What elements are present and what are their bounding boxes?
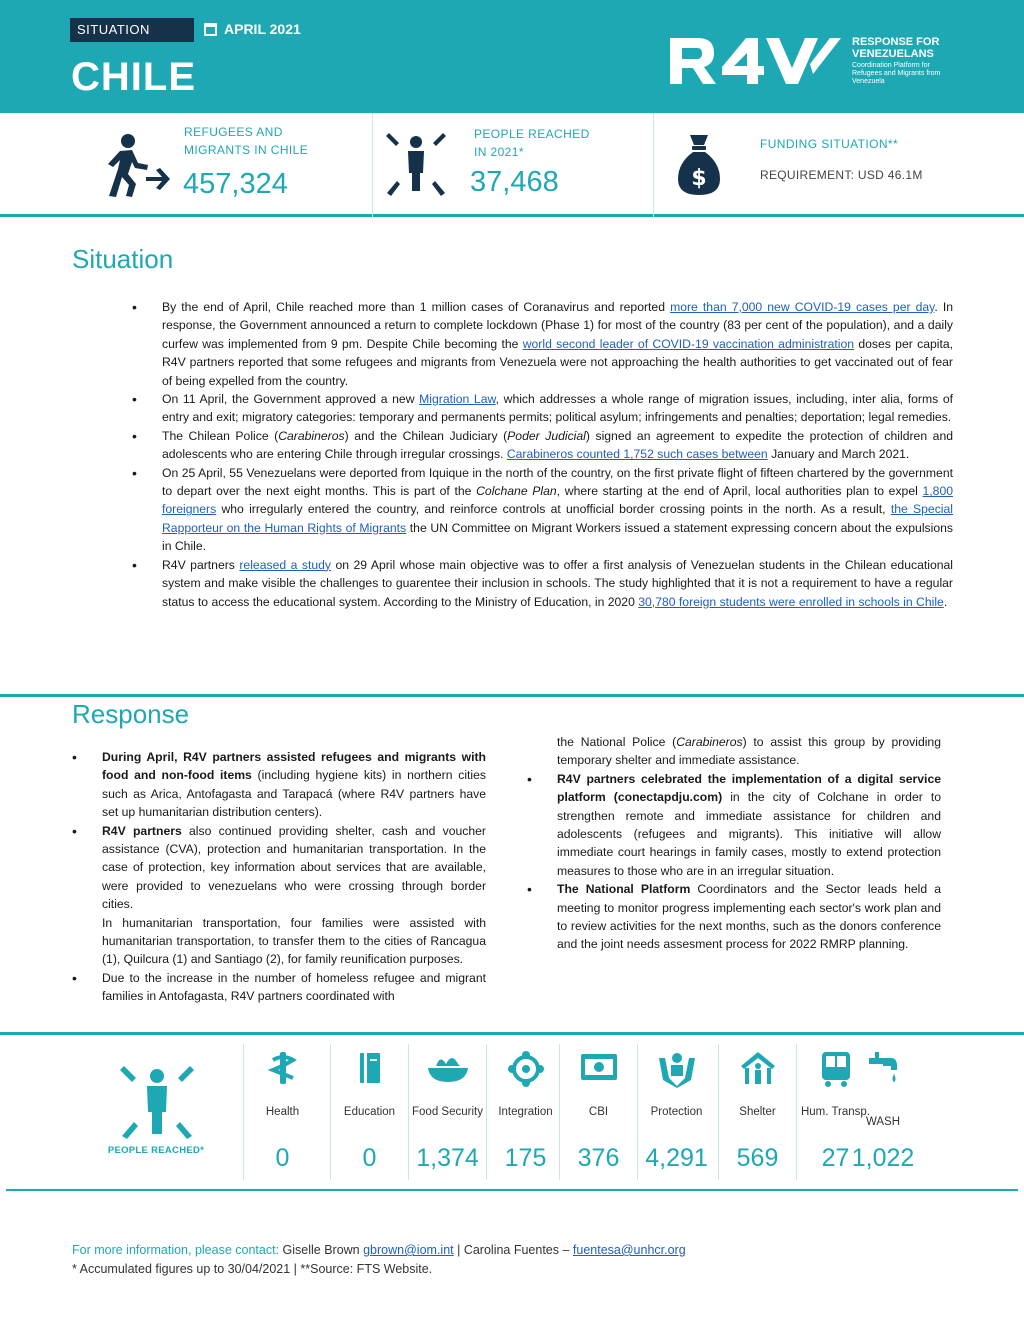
continuation-paragraph: the National Police (Carabineros) to assist this group by providing temporary shelter and immediate assistance. bbox=[557, 735, 941, 768]
covid-cases-link[interactable]: more than 7,000 new COVID-19 cases per day bbox=[670, 300, 935, 314]
shelter-icon bbox=[739, 1050, 777, 1086]
cbi-icon bbox=[579, 1050, 619, 1084]
situation-heading: Situation bbox=[72, 244, 174, 274]
logo-title-2: VENEZUELANS bbox=[852, 48, 934, 60]
walking-person-icon bbox=[96, 133, 174, 199]
situation-tag: SITUATION bbox=[70, 18, 194, 42]
response-heading: Response bbox=[72, 699, 190, 729]
list-item: • On 11 April, the Government approved a new Migration Law, which addresses a whole range of migration issues, including, inter alia, forms of entry and exit; migratory categories: temporary and permanents permits; political asylum; infringements and penalties; deportation; legal remedies. bbox=[132, 390, 953, 427]
education-icon bbox=[352, 1050, 388, 1086]
response-left-column bbox=[72, 748, 486, 1006]
sector-name: Integration bbox=[498, 1105, 553, 1118]
sector-name: Shelter bbox=[739, 1105, 776, 1118]
email-link-gbrown[interactable]: gbrown@iom.int bbox=[363, 1243, 454, 1257]
list-item: • On 25 April, 55 Venezuelans were deported from Iquique in the north of the country, on the first private flight of fifteen chartered by the government to depart over the next eight months. This is part of the Colchane Plan, where starting at the end of April, local authorities plan to expel 1,800 foreigners who irregularly entered the country, and reinforce controls at unofficial border crossing points in the north. As a result, the Special Rapporteur on the Human Rights of Migrants the UN Committee on Migrant Workers issued a statement expressing concern about the expulsions in Chile. bbox=[132, 464, 953, 556]
list-item: • R4V partners also continued providing shelter, cash and voucher assistance (CVA), protection and humanitarian transportation. In the case of protection, key information about services that are available, were provided to venezuelans who were crossing through border cities. bbox=[72, 822, 486, 914]
integration-icon bbox=[507, 1050, 545, 1088]
stat-reached bbox=[373, 113, 653, 217]
sector-shelter bbox=[718, 1044, 796, 1180]
list-item: • By the end of April, Chile reached more than 1 million cases of Coranavirus and reported more than 7,000 new COVID-19 cases per day. In response, the Government announced a return to complete lockdown (Phase 1) for most of the country (83 per cent of the population), and a daily curfew was implemented from 9 pm. Despite Chile becoming the world second leader of COVID-19 vaccination administration doses per capita, R4V partners reported that some refugees and migrants from Venezuela were not approaching the health authorities to get vaccinated out of fear of being expelled from the country. bbox=[132, 298, 953, 390]
sector-name: Protection bbox=[650, 1105, 703, 1118]
sector-name: Hum. Transp. bbox=[800, 1105, 871, 1118]
vaccination-link[interactable]: world second leader of COVID-19 vaccination administration bbox=[522, 336, 855, 351]
sector-value: 175 bbox=[504, 1144, 547, 1172]
list-item: • The Chilean Police (Carabineros) and the Chilean Judiciary (Poder Judicial) signed an agreement to expedite the protection of children and adolescents who are entering Chile through irregular crossings. Carabineros counted 1,752 such cases between January and March 2021. bbox=[132, 427, 953, 464]
country-title: CHILE bbox=[71, 55, 196, 99]
sector-education bbox=[330, 1044, 408, 1180]
people-reached-icon bbox=[383, 129, 449, 199]
sector-cbi bbox=[559, 1044, 637, 1180]
transport-paragraph: In humanitarian transportation, four families were assisted with humanitarian transportation, to transfer them to the cities of Rancagua (1), Quilcura (1) and Santiago (2), for family reunification purposes. bbox=[102, 915, 486, 967]
stat-funding bbox=[654, 113, 1024, 217]
r4v-logo-icon bbox=[668, 34, 842, 88]
sector-value: 569 bbox=[736, 1144, 779, 1172]
list-item: • R4V partners celebrated the implementation of a digital service platform (conectapdju.com) in the city of Colchane in order to strengthen remote and immediate assistance for children and adolescents (refugees and migrants). This initiative will allow immediate court hearings in family cases, mostly to extend protection measures to those who are in an irregular situation. bbox=[527, 770, 941, 880]
sector-value: 27 bbox=[821, 1144, 850, 1172]
carabineros-cases-link[interactable]: Carabineros counted 1,752 such cases between bbox=[506, 447, 768, 462]
svg-text:$: $ bbox=[691, 166, 707, 191]
report-date-text: APRIL 2021 bbox=[224, 21, 301, 37]
sector-value: 1,374 bbox=[416, 1144, 479, 1172]
logo-wordmark bbox=[852, 36, 947, 86]
people-reached-sector-icon bbox=[118, 1062, 196, 1142]
people-reached-label: PEOPLE REACHED* bbox=[107, 1145, 205, 1156]
foreign-students-link[interactable]: 30,780 foreign students were enrolled in schools in Chile bbox=[638, 594, 944, 609]
sector-protection bbox=[637, 1044, 715, 1180]
sector-bottom-line bbox=[6, 1189, 1018, 1191]
list-item: • During April, R4V partners assisted refugees and migrants with food and non-food items (including hygiene kits) in northern cities such as Arica, Antofagasta and Tarapacá (where R4V partners have set up humanitarian distribution centers). bbox=[72, 748, 486, 822]
reached-label: PEOPLE REACHED IN 2021* bbox=[474, 127, 590, 159]
sector-value: 376 bbox=[577, 1144, 620, 1172]
sector-name: CBI bbox=[588, 1105, 609, 1118]
stats-row bbox=[0, 113, 1024, 217]
footer bbox=[72, 1241, 686, 1279]
header-banner bbox=[0, 0, 1024, 113]
calendar-icon bbox=[204, 23, 217, 36]
special-rapporteur-link[interactable]: the Special Rapporteur on the Human Rights of Migrants bbox=[162, 502, 953, 535]
sector-wash bbox=[848, 1044, 918, 1180]
section-divider bbox=[0, 694, 1024, 697]
logo-title-1: RESPONSE FOR bbox=[852, 36, 940, 48]
health-icon bbox=[265, 1050, 301, 1086]
report-date bbox=[204, 21, 301, 37]
money-bag-icon bbox=[676, 133, 722, 197]
sector-name: Food Security bbox=[412, 1105, 483, 1118]
sector-food-security bbox=[408, 1044, 486, 1180]
food-security-icon bbox=[426, 1050, 470, 1086]
refugees-label: REFUGEES AND MIGRANTS IN CHILE bbox=[184, 125, 309, 157]
sector-name: Education bbox=[343, 1105, 396, 1118]
stat-refugees bbox=[0, 113, 372, 217]
logo-subtitle: Coordination Platform for Refugees and Migrants from Venezuela bbox=[852, 62, 941, 85]
footnote: * Accumulated figures up to 30/04/2021 | **Source: FTS Website. bbox=[72, 1262, 433, 1276]
study-link[interactable]: released a study bbox=[239, 557, 331, 572]
sector-health bbox=[243, 1044, 321, 1180]
situation-list bbox=[132, 298, 953, 611]
sector-value: 1,022 bbox=[851, 1144, 915, 1172]
reached-value: 37,468 bbox=[470, 166, 559, 198]
funding-label: FUNDING SITUATION** bbox=[760, 137, 899, 151]
contact-line: For more information, please contact: Giselle Brown gbrown@iom.int | Carolina Fuentes – fuentesa@unhcr.org bbox=[72, 1243, 686, 1257]
sector-name: Health bbox=[265, 1105, 300, 1118]
list-item: • R4V partners released a study on 29 April whose main objective was to offer a first analysis of Venezuelan students in the Chilean educational system and make visible the challenges to guarentee their inclusion in schools. The study highlighted that it is not a requirement to have a regular status to access the educational system. According to the Ministry of Education, in 2020 30,780 foreign students were enrolled in schools in Chile. bbox=[132, 556, 953, 611]
sector-name: WASH bbox=[865, 1115, 901, 1128]
sector-value: 0 bbox=[275, 1144, 290, 1172]
response-right-column bbox=[527, 733, 941, 954]
sector-value: 4,291 bbox=[645, 1144, 708, 1172]
list-item: • Due to the increase in the number of homeless refugee and migrant families in Antofagasta, R4V partners coordinated with bbox=[72, 969, 486, 1006]
email-link-fuentesa[interactable]: fuentesa@unhcr.org bbox=[572, 1243, 686, 1257]
protection-icon bbox=[657, 1050, 697, 1088]
list-item: • The National Platform Coordinators and the Sector leads held a meeting to monitor progress implementing each sector's work plan and to review activities for the next months, such as the donors conference and the joint needs assesment process for 2022 RMRP planning. bbox=[527, 880, 941, 954]
migration-law-link[interactable]: Migration Law bbox=[419, 392, 496, 407]
sector-value: 0 bbox=[362, 1144, 377, 1172]
foreigners-link[interactable]: 1,800 foreigners bbox=[162, 484, 953, 517]
requirement-value: REQUIREMENT: USD 46.1M bbox=[760, 168, 923, 182]
wash-icon bbox=[865, 1050, 901, 1088]
sector-integration bbox=[486, 1044, 564, 1180]
refugees-value: 457,324 bbox=[183, 168, 288, 200]
